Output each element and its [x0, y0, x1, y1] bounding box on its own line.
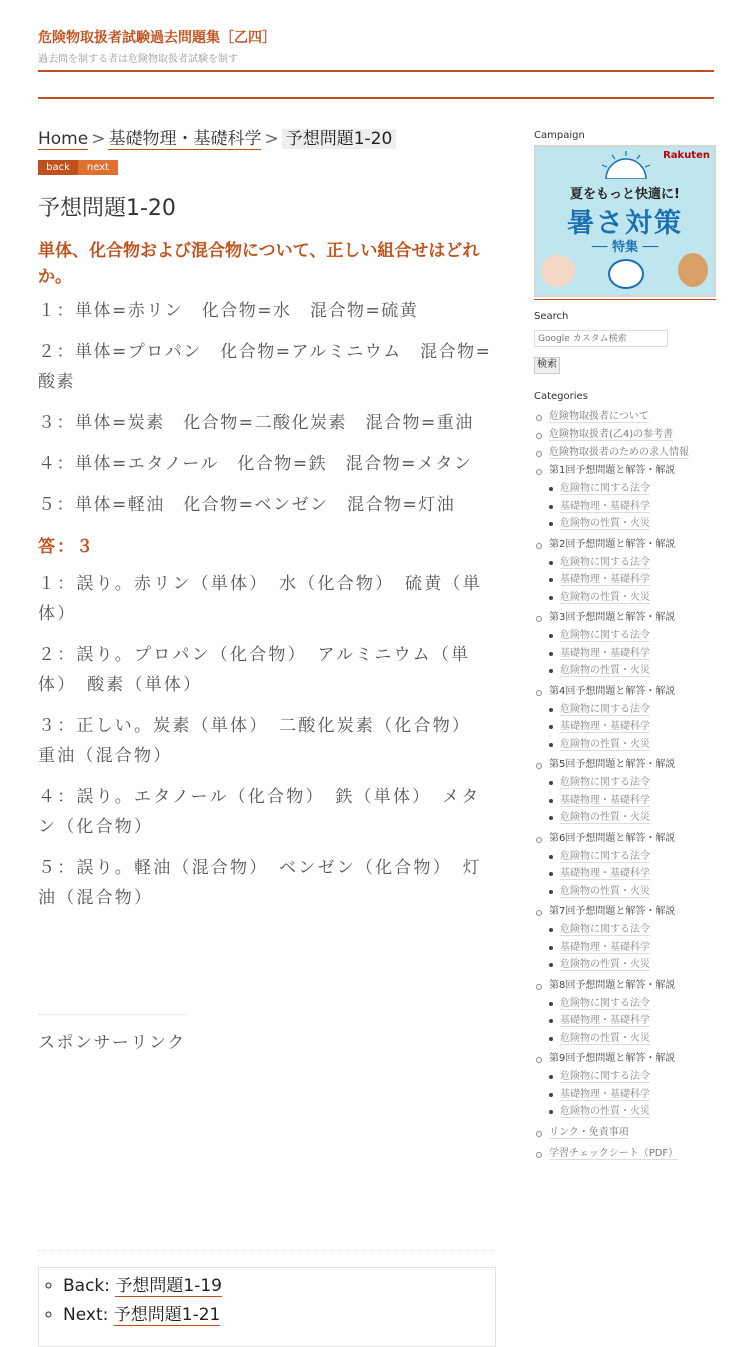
subcategory-link[interactable]: 危険物に関する法令 [560, 703, 650, 715]
subcategory-link[interactable]: 基礎物理・基礎科学 [560, 1088, 650, 1100]
category-group-label: 第6回予想問題と解答・解説 [549, 832, 676, 844]
header-divider [38, 70, 714, 72]
category-group-label: 第5回予想問題と解答・解説 [549, 759, 676, 770]
search-widget-title: Search [534, 311, 569, 322]
explanation-item: ３：正しい。炭素（単体） 二酸化炭素（化合物） 重油（混合物） [38, 716, 482, 766]
category-group [534, 609, 716, 627]
subcategory-link[interactable]: 危険物の性質・火災 [560, 591, 650, 603]
subcategory-link[interactable]: 基礎物理・基礎科学 [560, 647, 650, 659]
category-group [534, 756, 716, 774]
next-button[interactable]: next [78, 160, 118, 175]
breadcrumb-separator: > [264, 129, 279, 149]
category-group-label: 第8回予想問題と解答・解説 [549, 979, 676, 991]
page-title: 予想問題1-20 [38, 196, 176, 221]
explanation-item: ２：誤り。プロパン（化合物） アルミニウム（単体） 酸素（単体） [38, 645, 471, 695]
category-group [534, 462, 716, 480]
sun-icon [598, 149, 654, 179]
category-group [534, 830, 716, 848]
category-group-label: 第1回予想問題と解答・解説 [549, 465, 676, 476]
option-item: １：単体=赤リン 化合物=水 混合物=硫黄 [38, 301, 419, 321]
category-group [534, 977, 716, 995]
subcategory-link[interactable]: 危険物に関する法令 [560, 483, 650, 494]
option-item: ５：単体=軽油 化合物=ベンゼン 混合物=灯油 [38, 495, 456, 515]
question-options [38, 296, 498, 520]
category-item [534, 426, 716, 444]
main-content [38, 126, 498, 924]
previous-post-label: Back: [63, 1276, 110, 1296]
site-title[interactable]: 危険物取扱者試験過去問題集［乙四］ [38, 30, 276, 46]
category-group [534, 683, 716, 701]
explanation-item: ４：誤り。エタノール（化合物） 鉄（単体） メタン（化合物） [38, 787, 481, 837]
bear-illustration [608, 259, 644, 289]
category-link[interactable]: 危険物取扱者(乙4)の参考書 [549, 429, 674, 440]
category-item [534, 1124, 716, 1142]
explanation-item: １：誤り。赤リン（単体） 水（化合物） 硫黄（単体） [38, 574, 482, 624]
category-item [534, 408, 716, 426]
subcategory-link[interactable]: 基礎物理・基礎科学 [560, 794, 650, 806]
post-nav-buttons [38, 160, 498, 175]
category-group-label: 第9回予想問題と解答・解説 [549, 1053, 676, 1064]
explanation-item: ５：誤り。軽油（混合物） ベンゼン（化合物） 灯油（混合物） [38, 858, 482, 908]
person-illustration [541, 255, 575, 287]
subcategory-link[interactable]: 基礎物理・基礎科学 [560, 574, 650, 585]
category-group [534, 1050, 716, 1068]
category-list [534, 408, 716, 1163]
answer-heading: 答：３ [38, 537, 95, 557]
option-item: ４：単体=エタノール 化合物=鉄 混合物=メタン [38, 454, 473, 474]
back-button[interactable]: back [38, 160, 78, 175]
breadcrumb [38, 126, 498, 152]
subcategory-link[interactable]: 危険物に関する法令 [560, 777, 650, 788]
option-item: ２：単体=プロパン 化合物=アルミニウム 混合物=酸素 [38, 342, 492, 392]
category-group-label: 第4回予想問題と解答・解説 [549, 685, 676, 697]
previous-post-link[interactable]: 予想問題1-19 [115, 1276, 222, 1296]
subcategory-link[interactable]: 危険物の性質・火災 [560, 665, 650, 676]
sidebar-divider [534, 299, 716, 300]
subcategory-link[interactable]: 基礎物理・基礎科学 [560, 868, 650, 879]
subcategory-link[interactable]: 危険物の性質・火災 [560, 812, 650, 823]
subcategory-link[interactable]: 基礎物理・基礎科学 [560, 941, 650, 953]
sponsor-label: スポンサーリンク [38, 1033, 186, 1053]
category-sublist [534, 480, 716, 533]
next-post-link[interactable]: 予想問題1-21 [113, 1305, 221, 1325]
banner-headline: 暑さ対策 [567, 208, 683, 239]
category-sublist [534, 921, 716, 974]
banner-subheadline: ── 特集 ── [591, 240, 659, 255]
sidebar [534, 129, 716, 1163]
search-button[interactable]: 検索 [534, 357, 560, 374]
categories-widget-title: Categories [534, 391, 588, 402]
answer-explanations [38, 569, 498, 913]
breadcrumb-current: 予想問題1-20 [282, 129, 397, 149]
category-link[interactable]: 学習チェックシート（PDF） [549, 1147, 679, 1159]
category-group-label: 第7回予想問題と解答・解説 [549, 906, 676, 917]
category-sublist [534, 627, 716, 680]
next-post-label: Next: [63, 1305, 109, 1325]
subcategory-link[interactable]: 危険物の性質・火災 [560, 1032, 650, 1044]
subcategory-link[interactable]: 危険物に関する法令 [560, 556, 650, 568]
search-input[interactable] [534, 330, 668, 347]
category-group-label: 第2回予想問題と解答・解説 [549, 538, 676, 550]
subcategory-link[interactable]: 危険物に関する法令 [560, 997, 650, 1009]
category-item [534, 1145, 716, 1163]
campaign-widget-title: Campaign [534, 130, 585, 141]
next-post-item [63, 1301, 495, 1330]
breadcrumb-home-link[interactable]: Home [38, 129, 89, 149]
breadcrumb-separator: > [91, 129, 106, 149]
category-link[interactable]: 危険物取扱者のための求人情報 [549, 447, 689, 458]
site-description: 過去問を制する者は危険物取扱者試験を制す [38, 54, 238, 65]
subcategory-link[interactable]: 基礎物理・基礎科学 [560, 1015, 650, 1026]
subcategory-link[interactable]: 危険物に関する法令 [560, 1071, 650, 1082]
subcategory-link[interactable]: 危険物に関する法令 [560, 924, 650, 935]
subcategory-link[interactable]: 危険物の性質・火災 [560, 959, 650, 970]
category-link[interactable]: リンク・免責事項 [549, 1126, 629, 1138]
category-sublist [534, 774, 716, 827]
category-sublist [534, 848, 716, 901]
category-group [534, 903, 716, 921]
nav-divider [38, 97, 714, 99]
option-item: ３：単体=炭素 化合物=二酸化炭素 混合物=重油 [38, 413, 474, 433]
dog-illustration [678, 253, 708, 287]
category-sublist [534, 701, 716, 754]
category-group-label: 第3回予想問題と解答・解説 [549, 612, 676, 623]
subcategory-link[interactable]: 危険物の性質・火災 [560, 738, 650, 750]
category-sublist [534, 1068, 716, 1121]
subcategory-link[interactable]: 基礎物理・基礎科学 [560, 721, 650, 732]
post-navigation [38, 1267, 496, 1347]
category-group [534, 536, 716, 554]
previous-post-item [63, 1272, 495, 1301]
category-sublist [534, 995, 716, 1048]
subcategory-link[interactable]: 危険物に関する法令 [560, 630, 650, 641]
subcategory-link[interactable]: 危険物に関する法令 [560, 850, 650, 862]
banner-tagline: 夏をもっと快適に! [570, 187, 680, 202]
campaign-banner[interactable] [534, 145, 716, 297]
sponsor-divider [38, 1014, 188, 1015]
subcategory-link[interactable]: 危険物の性質・火災 [560, 518, 650, 529]
category-sublist [534, 554, 716, 607]
subcategory-link[interactable]: 危険物の性質・火災 [560, 885, 650, 897]
breadcrumb-category-link[interactable]: 基礎物理・基礎科学 [108, 129, 262, 149]
category-link[interactable]: 危険物取扱者について [549, 411, 649, 422]
post-nav-divider [38, 1250, 496, 1251]
rakuten-logo: Rakuten [663, 150, 710, 161]
subcategory-link[interactable]: 基礎物理・基礎科学 [560, 500, 650, 512]
question-text: 単体、化合物および混合物について、正しい組合せはどれか。 [38, 241, 480, 287]
category-item [534, 444, 716, 462]
subcategory-link[interactable]: 危険物の性質・火災 [560, 1106, 650, 1117]
